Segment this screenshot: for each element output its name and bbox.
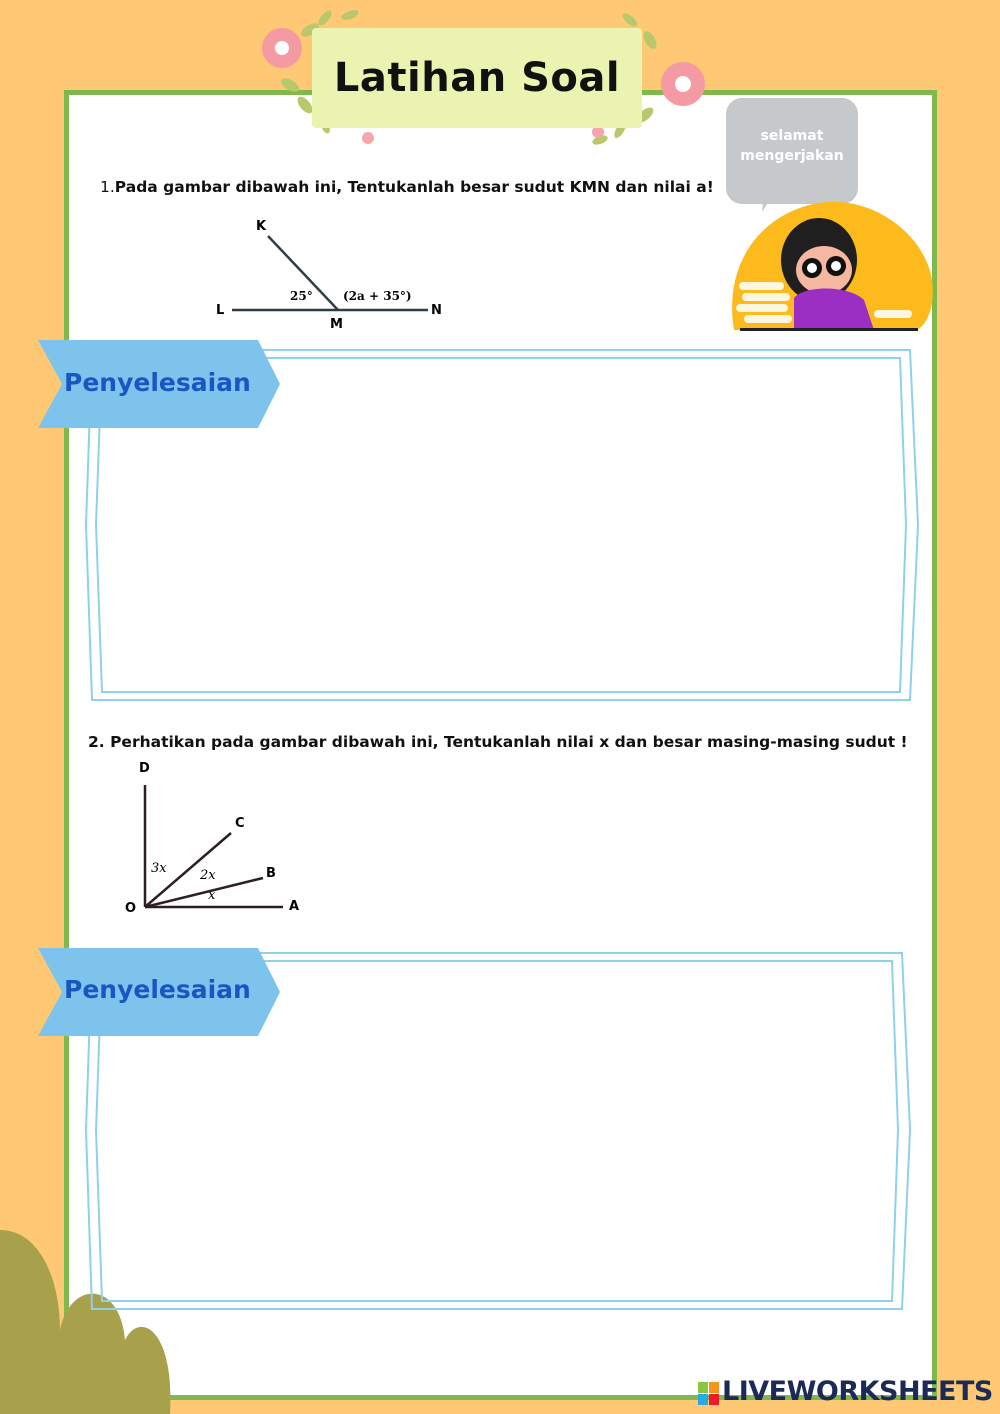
angle-figure-2 (115, 755, 315, 920)
label-o: O (125, 901, 137, 916)
label-a: A (289, 899, 300, 914)
question-2-text: 2. Perhatikan pada gambar dibawah ini, Tentukanlah nilai x dan besar masing-masing sudut ! (88, 733, 908, 751)
answer-input-2[interactable] (110, 1040, 894, 1299)
question-1-text: Pada gambar dibawah ini, Tentukanlah besar sudut KMN dan nilai a! (114, 178, 714, 196)
angle-label-x: x (208, 888, 216, 903)
speech-bubble (726, 98, 858, 204)
solution-label-2: Penyelesaian (64, 975, 251, 1004)
label-m: M (330, 317, 343, 332)
label-n: N (431, 303, 442, 318)
angle-label-2x: 2x (200, 868, 216, 883)
label-b: B (266, 866, 276, 881)
angle-label-3x: 3x (151, 861, 167, 876)
solution-label-1: Penyelesaian (64, 368, 251, 397)
label-d: D (139, 761, 150, 776)
student-illustration (724, 190, 939, 340)
label-k: K (256, 219, 267, 234)
question-1 (100, 178, 714, 196)
liveworksheets-logo-text: LIVEWORKSHEETS (722, 1376, 993, 1407)
bubble-line-2: mengerjakan (740, 148, 844, 164)
answer-input-1[interactable] (110, 430, 904, 694)
angle-figure-1 (200, 208, 460, 338)
bubble-line-1: selamat (760, 128, 824, 144)
page-title: Latihan Soal (333, 55, 621, 101)
question-1-number: 1. (100, 178, 115, 196)
label-l: L (216, 303, 225, 318)
liveworksheets-logo-icon (698, 1382, 720, 1406)
angle-label-25: 25° (290, 289, 313, 303)
angle-label-2a-35: (2a + 35°) (343, 289, 412, 303)
title-banner (312, 28, 642, 128)
label-c: C (235, 816, 245, 831)
